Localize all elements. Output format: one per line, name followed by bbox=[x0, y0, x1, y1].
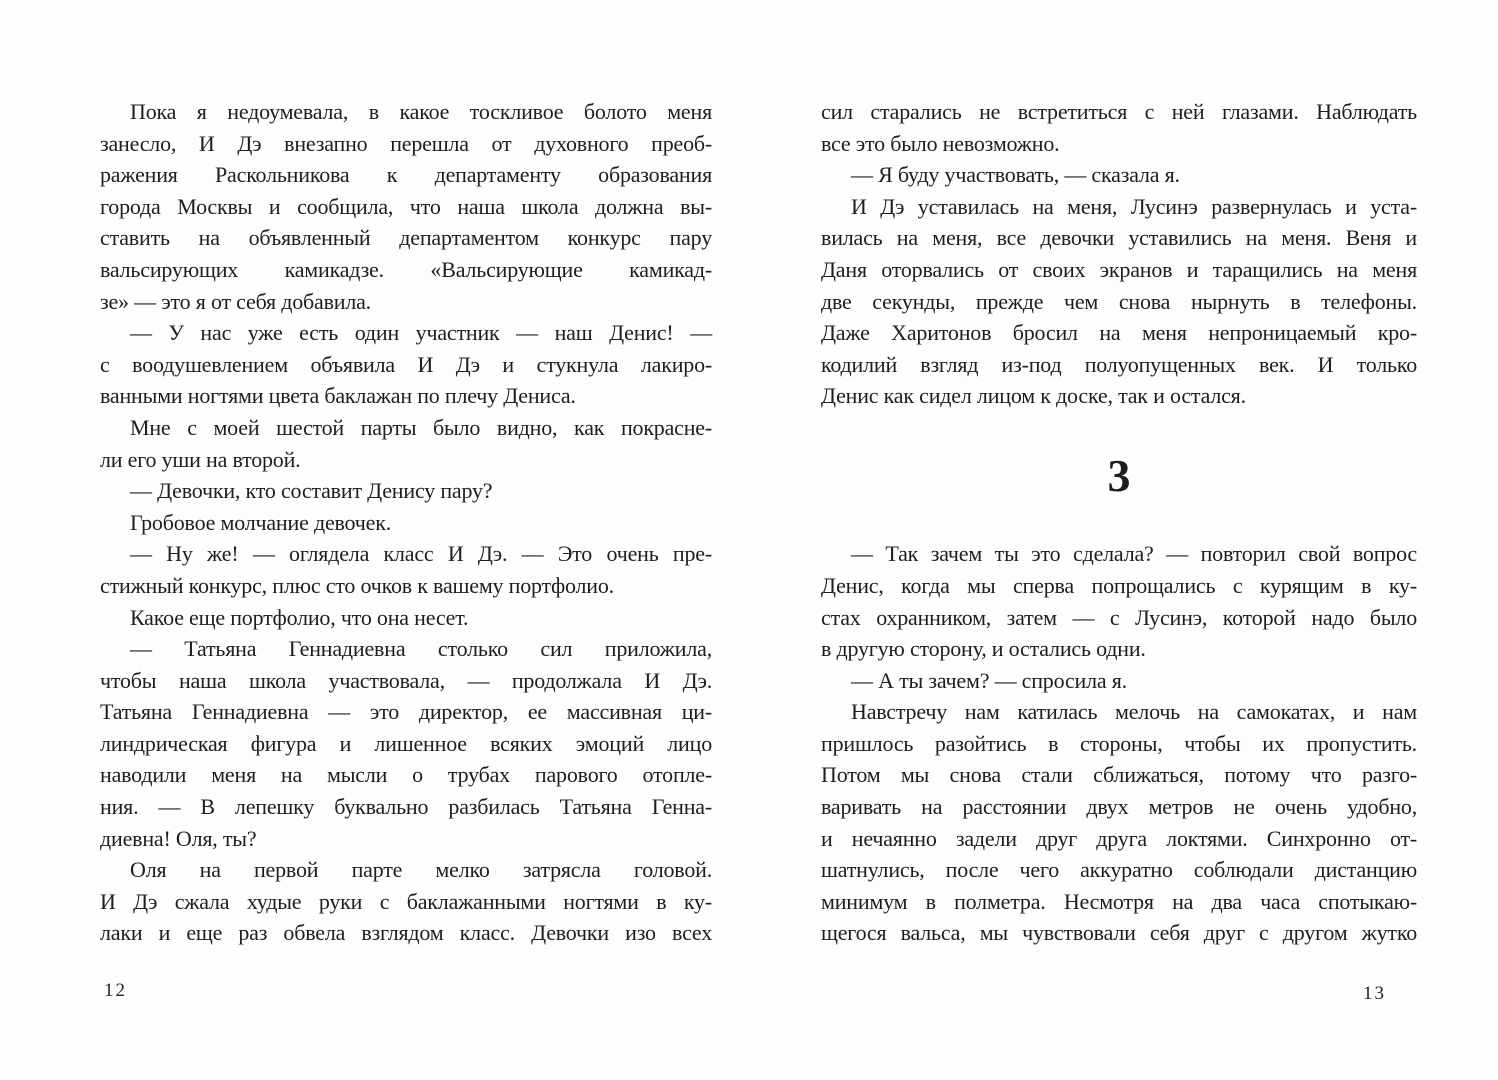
text-line: Даже Харитонов бросил на меня непроницаемый кро- bbox=[821, 320, 1417, 346]
text-line: диевна! Оля, ты? bbox=[100, 825, 257, 851]
text-line: лаки и еще раз обвела взглядом класс. Девочки изо всех bbox=[100, 920, 712, 946]
page-number-left: 12 bbox=[104, 980, 127, 1001]
text-line: Потом мы снова стали сближаться, потому что разго- bbox=[821, 762, 1417, 788]
text-line: ражения Раскольникова к департаменту образования bbox=[100, 162, 712, 188]
text-line: Денис, когда мы сперва попрощались с курящим в ку- bbox=[821, 572, 1417, 598]
text-line: — Так зачем ты это сделала? — повторил свой вопрос bbox=[851, 541, 1417, 567]
text-line: ли его уши на второй. bbox=[100, 446, 301, 472]
text-line: с воодушевлением объявила И Дэ и стукнула лакиро- bbox=[100, 351, 712, 377]
text-line: — Девочки, кто составит Денису пару? bbox=[130, 478, 493, 504]
text-line: кодилий взгляд из-под полуопущенных век. И только bbox=[821, 351, 1417, 377]
text-line: сил старались не встретиться с ней глазами. Наблюдать bbox=[821, 99, 1417, 124]
text-line: Оля на первой парте мелко затрясла головой. bbox=[130, 857, 712, 883]
page-number-right: 13 bbox=[1363, 983, 1386, 1004]
left-page-text-block bbox=[100, 96, 712, 949]
text-line: ния. — В лепешку буквально разбилась Татьяна Генна- bbox=[100, 794, 712, 820]
text-line: И Дэ сжала худые руки с баклажанными ногтями в ку- bbox=[100, 888, 712, 914]
text-line: Навстречу нам катилась мелочь на самокатах, и нам bbox=[851, 699, 1417, 725]
text-line: Даня оторвались от своих экранов и таращились на меня bbox=[821, 256, 1417, 282]
text-line: и нечаянно задели друг друга локтями. Синхронно от- bbox=[821, 825, 1417, 851]
text-line: линдрическая фигура и лишенное всяких эмоций лицо bbox=[100, 730, 712, 756]
text-line: минимум в полметра. Несмотря на два часа спотыкаю- bbox=[821, 888, 1417, 914]
text-line: Татьяна Геннадиевна — это директор, ее массивная ци- bbox=[100, 699, 712, 725]
text-line: наводили меня на мысли о трубах парового отопле- bbox=[100, 762, 712, 788]
text-line: — Ну же! — оглядела класс И Дэ. — Это очень пре- bbox=[130, 541, 712, 567]
text-line: И Дэ уставилась на меня, Лусинэ развернулась и уста- bbox=[851, 193, 1417, 219]
text-line: варивать на расстоянии двух метров не очень удобно, bbox=[821, 794, 1417, 820]
text-line: Денис как сидел лицом к доске, так и остался. bbox=[821, 383, 1246, 409]
text-line: города Москвы и сообщила, что наша школа должна вы- bbox=[100, 193, 712, 219]
text-line: вилась на меня, все девочки уставились на меня. Веня и bbox=[821, 225, 1417, 251]
text-line: зе» — это я от себя добавила. bbox=[100, 288, 371, 314]
text-line: — А ты зачем? — спросила я. bbox=[851, 667, 1127, 693]
text-line: Мне с моей шестой парты было видно, как покрасне- bbox=[130, 414, 712, 440]
text-line: занесло, И Дэ внезапно перешла от духовного преоб- bbox=[100, 130, 712, 156]
text-line: Пока я недоумевала, в какое тоскливое болото меня bbox=[130, 99, 712, 124]
text-line: две секунды, прежде чем снова нырнуть в телефоны. bbox=[821, 288, 1417, 314]
chapter-number-heading: 3 bbox=[1107, 449, 1131, 501]
text-line: все это было невозможно. bbox=[821, 130, 1060, 156]
text-line: — У нас уже есть один участник — наш Денис! — bbox=[130, 320, 712, 346]
text-line: пришлось разойтись в стороны, чтобы их пропустить. bbox=[821, 730, 1417, 756]
text-line: шатнулись, после чего аккуратно соблюдали дистанцию bbox=[821, 857, 1417, 883]
text-line: ванными ногтями цвета баклажан по плечу Дениса. bbox=[100, 383, 576, 409]
right-page-text-block bbox=[821, 96, 1417, 949]
text-line: Гробовое молчание девочек. bbox=[130, 509, 391, 535]
text-line: вальсирующих камикадзе. «Вальсирующие камикад- bbox=[100, 256, 712, 282]
text-line: стижный конкурс, плюс сто очков к вашему портфолио. bbox=[100, 572, 614, 598]
text-line: — Я буду участвовать, — сказала я. bbox=[851, 162, 1180, 188]
text-line: чтобы наша школа участвовала, — продолжала И Дэ. bbox=[100, 667, 712, 693]
text-line: Какое еще портфолио, что она несет. bbox=[130, 604, 469, 630]
text-line: — Татьяна Геннадиевна столько сил приложила, bbox=[130, 636, 712, 662]
text-line: щегося вальса, мы чувствовали себя друг с другом жутко bbox=[821, 920, 1417, 946]
text-line: стах охранником, затем — с Лусинэ, которой надо было bbox=[821, 604, 1417, 630]
text-line: в другую сторону, и остались одни. bbox=[821, 636, 1146, 662]
text-line: ставить на объявленный департаментом конкурс пару bbox=[100, 225, 712, 251]
